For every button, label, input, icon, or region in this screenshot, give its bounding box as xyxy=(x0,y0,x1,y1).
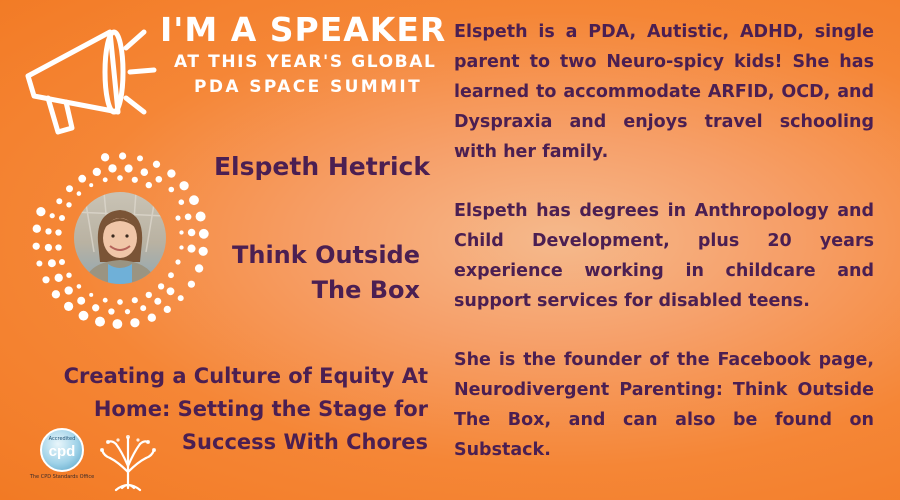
talk-title-line1: Creating a Culture of Equity At xyxy=(63,364,428,388)
ring-dot xyxy=(101,153,109,161)
ring-dot xyxy=(179,181,188,190)
ring-dot xyxy=(55,244,61,250)
cpd-standards-label: The CPD Standards Office xyxy=(29,474,95,480)
ring-dot xyxy=(77,297,85,305)
ring-dot xyxy=(108,164,116,172)
ring-dot xyxy=(64,302,73,311)
avatar-illustration xyxy=(74,192,166,284)
ring-dot xyxy=(65,286,73,294)
bio-paragraph-3: She is the founder of the Facebook page, Neurodivergent Parenting: Think Outside The Box, and can also be found on Substack. xyxy=(454,350,874,460)
ring-dot xyxy=(168,272,174,278)
ring-dot xyxy=(132,177,138,183)
ring-dot xyxy=(36,260,42,266)
ring-dot xyxy=(42,276,49,283)
ring-dot xyxy=(119,152,126,159)
ring-dot xyxy=(179,230,183,234)
ring-dot xyxy=(56,198,62,204)
ring-dot xyxy=(140,305,146,311)
ring-dot xyxy=(125,309,130,314)
ring-dot xyxy=(59,215,65,221)
ring-dot xyxy=(146,182,152,188)
ring-dot xyxy=(103,298,108,303)
ring-dot xyxy=(89,293,93,297)
ring-dot xyxy=(179,245,183,249)
ring-dot xyxy=(50,213,55,218)
ring-dot xyxy=(130,318,139,327)
ring-dot xyxy=(155,176,162,183)
ring-dot xyxy=(132,297,138,303)
talk-title-line2: Home: Setting the Stage for xyxy=(93,397,428,421)
ring-dot xyxy=(148,314,156,322)
speaker-subtitle xyxy=(215,238,420,308)
megaphone-icon xyxy=(14,14,159,139)
ring-dot xyxy=(196,212,206,222)
ring-dot xyxy=(117,299,123,305)
ring-dot xyxy=(189,195,199,205)
ring-dot xyxy=(188,281,195,288)
ring-dot xyxy=(199,229,209,239)
ring-dot xyxy=(77,284,82,289)
ring-dot xyxy=(188,229,196,237)
ring-dot xyxy=(95,317,105,327)
ring-dot xyxy=(89,183,93,187)
ring-dot xyxy=(48,259,56,267)
ring-dot xyxy=(113,319,123,329)
ring-dot xyxy=(55,274,63,282)
headline xyxy=(160,10,447,100)
cpd-accreditation-badge xyxy=(29,428,95,488)
ring-dot xyxy=(45,244,52,251)
subtitle-line2: The Box xyxy=(311,276,420,304)
ring-dot xyxy=(79,311,89,321)
ring-dot xyxy=(108,308,114,314)
headline-line2: AT THIS YEAR'S GLOBAL xyxy=(174,52,437,72)
ring-dot xyxy=(33,243,40,250)
ring-dot xyxy=(33,225,41,233)
ring-dot xyxy=(178,295,184,301)
ring-dot xyxy=(154,298,161,305)
ring-dot xyxy=(185,213,192,220)
headline-line1: I'M A SPEAKER xyxy=(160,10,447,49)
ring-dot xyxy=(195,264,203,272)
ring-dot xyxy=(77,191,82,196)
ring-dot xyxy=(93,168,101,176)
ring-dot xyxy=(45,228,51,234)
ring-dot xyxy=(167,287,175,295)
ring-dot xyxy=(59,259,65,265)
ring-dot xyxy=(66,272,71,277)
ring-dot xyxy=(92,304,99,311)
talk-title-line3: Success With Chores xyxy=(181,430,428,454)
ring-dot xyxy=(175,215,180,220)
ring-dot xyxy=(141,168,149,176)
speaker-name: Elspeth Hetrick xyxy=(213,152,430,181)
bio-paragraph-1: Elspeth is a PDA, Autistic, ADHD, single parent to two Neuro-spicy kids! She has learned to accommodate ARFID, OCD, and Dyspraxia and enjoys travel schooling with her family. xyxy=(454,22,874,162)
ring-dot xyxy=(55,229,61,235)
ring-dot xyxy=(103,177,108,182)
ring-dot xyxy=(153,161,160,168)
speaker-photo xyxy=(74,192,166,284)
ring-dot xyxy=(137,155,143,161)
ring-dot xyxy=(36,207,45,216)
ring-dot xyxy=(146,292,152,298)
cpd-logo-text: cpd xyxy=(48,443,76,460)
tree-logo-icon xyxy=(96,428,160,492)
ring-dot xyxy=(179,199,185,205)
ring-dot xyxy=(167,169,175,177)
ring-dot xyxy=(66,185,73,192)
headline-line3: PDA SPACE SUMMIT xyxy=(194,77,423,97)
cpd-accredited-label: Accredited xyxy=(48,436,76,442)
ring-dot xyxy=(66,202,71,207)
ring-dot xyxy=(52,290,60,298)
ring-dot xyxy=(164,306,171,313)
ring-dot xyxy=(117,175,123,181)
ring-dot xyxy=(125,164,133,172)
ring-dot xyxy=(199,247,208,256)
ring-dot xyxy=(78,175,86,183)
ring-dot xyxy=(169,187,175,193)
bio-paragraph-2: Elspeth has degrees in Anthropology and Child Development, plus 20 years experience working in childcare and support services for disabled teens. xyxy=(454,201,874,311)
subtitle-line1: Think Outside xyxy=(231,241,420,269)
ring-dot xyxy=(158,283,164,289)
ring-dot xyxy=(187,245,195,253)
ring-dot xyxy=(175,259,180,264)
